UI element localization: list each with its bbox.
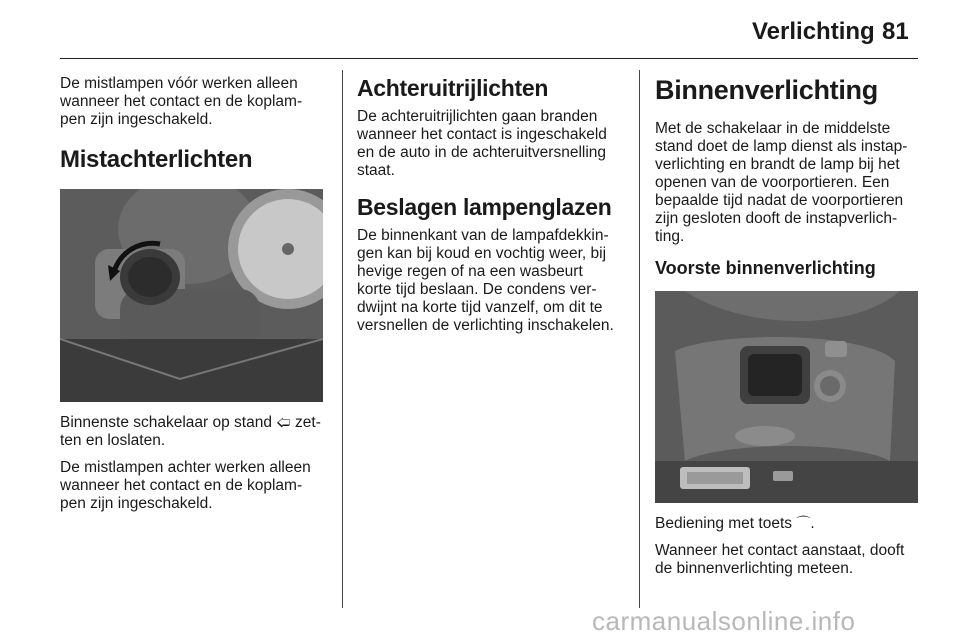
body-paragraph: Wanneer het contact aanstaat, dooft de binnenverlichting meteen. [655,542,905,577]
body-paragraph: Met de schakelaar in de middelste stand doet de lamp dienst als instap- verlichting en brandt de lamp bij het openen van de voorportieren. Een bepaalde tijd nadat de voorportieren zijn gesloten dooft de instapverlich- ting. [655,120,908,245]
interior-light-photo [655,291,918,503]
body-paragraph: De mistlampen achter werken alleen wanneer het contact en de koplam- pen zijn ingeschakeld. [60,459,311,512]
section-heading-beslagen-lampenglazen: Beslagen lampenglazen [357,194,612,220]
column-divider [639,70,640,608]
fog-light-switch-photo [60,189,323,402]
rear-fog-lamp-icon: 🢠 [276,415,291,431]
column-2 [357,75,623,344]
body-paragraph: De binnenkant van de lampafdekkin- gen kan bij koud en vochtig weer, bij hevige regen of na een wasbeurt korte tijd beslaan. De condens ver- dwijnt na korte tijd vanzelf, om dit te versnellen de verlichting inschakelen. [357,227,614,334]
interior-light-icon: ⌒ [796,516,811,532]
page-number: 81 [882,18,909,45]
column-divider [342,70,343,608]
intro-paragraph: De mistlampen vóór werken alleen wanneer het contact en de koplam- pen zijn ingeschakeld. [60,75,303,128]
section-heading-binnenverlichting: Binnenverlichting [655,75,878,105]
figure-caption: Bediening met toets ⌒. [655,515,815,532]
header-title: Verlichting [752,18,875,45]
column-3 [655,75,925,587]
watermark: carmanualsonline.info [592,606,856,636]
figure-caption: Binnenste schakelaar op stand 🢠 zet- ten en loslaten. [60,414,321,449]
header-rule [60,58,918,59]
section-heading-mistachterlichten: Mistachterlichten [60,146,253,173]
body-paragraph: De achteruitrijlichten gaan branden wanneer het contact is ingeschakeld en de auto in de achteruitversnelling staat. [357,108,607,179]
subheading-voorste-binnenverlichting: Voorste binnenverlichting [655,258,876,278]
section-heading-achteruitrijlichten: Achteruitrijlichten [357,75,549,101]
column-1 [60,75,328,522]
